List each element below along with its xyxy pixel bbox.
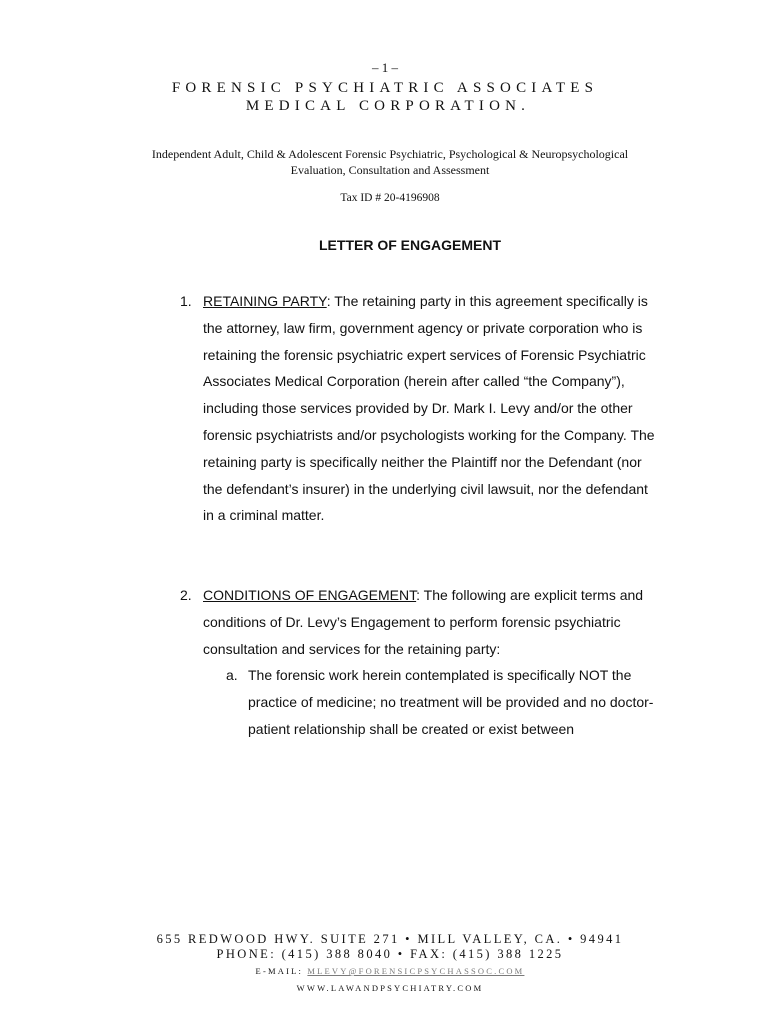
subsection-text: The forensic work herein contemplated is specifically NOT the practice of medicine; no treatment will be provided and no doctor-patient relationship shall be created or exist between [248,667,654,737]
section-body [203,582,660,662]
footer-email-line [0,966,770,976]
footer-email-link[interactable]: MLEVY@FORENSICPSYCHASSOC.COM [307,966,525,976]
section-text: : The following are explicit terms and conditions of Dr. Levy’s Engagement to perform forensic psychiatric consultation and services for the retaining party: [203,587,644,657]
section-number: 2. [180,587,192,603]
practice-description [100,146,680,178]
firm-name-line1: FORENSIC PSYCHIATRIC ASSOCIATES [171,80,599,96]
practice-description-line1: Independent Adult, Child & Adolescent Forensic Psychiatric, Psychological & Neuropsychological [151,147,629,161]
section-conditions-of-engagement [180,582,660,662]
footer-phone-fax: PHONE: (415) 388 8040 • FAX: (415) 388 1225 [216,947,564,961]
footer-website[interactable]: WWW.LAWANDPSYCHIATRY.COM [296,983,484,993]
page-number: – 1 – [372,60,398,75]
footer-email-label: E-MAIL: [255,966,308,976]
section-heading: RETAINING PARTY [203,293,327,309]
document-title: LETTER OF ENGAGEMENT [319,237,501,253]
tax-id: Tax ID # 20-4196908 [340,192,440,204]
section-text: : The retaining party in this agreement specifically is the attorney, law firm, government agency or private corporation who is retaining the forensic psychiatric expert services of Forensic Psychiatric Associates Medical Corporation (herein after called “the Company”), including those services provided by Dr. Mark I. Levy and/or the other forensic psychiatrists and/or psychologists working for the Company. The retaining party is specifically neither the Plaintiff nor the Defendant (nor the defendant’s insurer) in the underlying civil lawsuit, nor the defendant in a criminal matter. [203,293,655,524]
section-heading: CONDITIONS OF ENGAGEMENT [203,587,417,603]
section-retaining-party [180,288,660,529]
footer-address: 655 REDWOOD HWY. SUITE 271 • MILL VALLEY, CA. • 94941 [156,932,624,946]
subsection-a [226,662,666,742]
section-number: 1. [180,293,192,309]
practice-description-line2: Evaluation, Consultation and Assessment [290,163,490,177]
firm-name-line2: MEDICAL CORPORATION. [245,98,531,114]
section-body [203,288,660,529]
subsection-letter: a. [226,667,238,683]
